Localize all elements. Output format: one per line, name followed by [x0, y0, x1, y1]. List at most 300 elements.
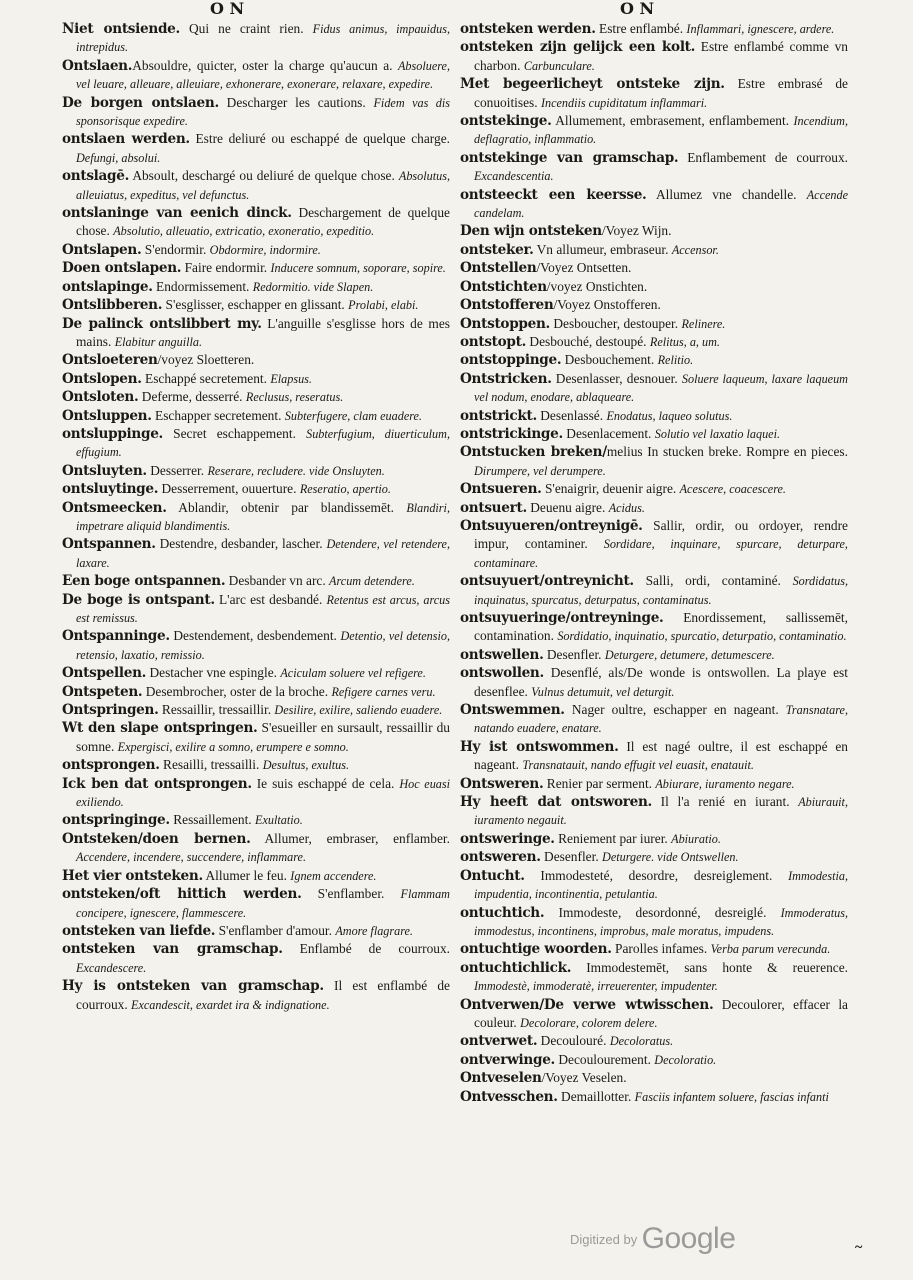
dictionary-entry — [62, 627, 450, 664]
entry-headword: Ick ben dat ontsprongen. — [62, 775, 252, 792]
entry-latin: Elabitur anguilla. — [114, 334, 203, 349]
entry-headword: ontverwet. — [460, 1033, 538, 1050]
dictionary-entry — [62, 462, 450, 480]
dictionary-entry — [460, 222, 848, 240]
entry-french: Eschapper secretement. — [151, 407, 285, 423]
dictionary-entry — [460, 664, 848, 701]
entry-french: Desbander vn arc. — [225, 573, 330, 589]
entry-headword: Hy heeft dat ontsworen. — [460, 794, 652, 811]
entry-french: /voyez Sloetteren. — [157, 352, 255, 368]
dictionary-entry — [62, 241, 450, 259]
entry-french: Il est nagé oultre, il est eschappé en nageant. — [474, 738, 848, 773]
entry-french: Desenflé, als/De wonde is ontswollen. La playe est desenflee. — [474, 665, 848, 699]
entry-latin: Absoluere, vel leuare, alleuare, alleuiare, exhonerare, exonerare, relaxare, expedire. — [76, 58, 450, 92]
dictionary-entry — [460, 904, 848, 941]
entry-french: Desenlacement. — [562, 425, 655, 441]
entry-headword: Hy ist ontswommen. — [460, 738, 619, 755]
entry-latin: Fidus animus, impauidus, intrepidus. — [76, 22, 450, 55]
digitized-watermark — [570, 1222, 735, 1256]
entry-latin: Elapsus. — [270, 371, 312, 386]
entry-french: Enflambement de courroux. — [678, 149, 849, 165]
entry-french: S'endormir. — [141, 241, 210, 257]
entry-headword: ontspringinge. — [62, 812, 170, 829]
dictionary-entry — [62, 480, 450, 498]
entry-french: Resailli, tressailli. — [159, 757, 263, 773]
dictionary-entry — [62, 830, 450, 867]
entry-headword: ontuchtige woorden. — [460, 941, 612, 958]
entry-latin: Sordidare, inquinare, spurcare, deturpare, contaminare. — [474, 537, 848, 570]
entry-french: Allumer, embraser, enflamber. — [250, 830, 450, 846]
entry-headword: Ontsuyueren/ontreynigē. — [460, 517, 643, 534]
entry-french: Renier par serment. — [543, 775, 656, 791]
entry-french: Destacher vne espingle. — [146, 665, 281, 681]
entry-french: Allumez vne chandelle. — [646, 186, 807, 202]
entry-headword: ontslaninge van eenich dinck. — [62, 205, 292, 222]
entry-headword: Ontspringen. — [62, 702, 159, 719]
entry-french: /Voyez Onstofferen. — [553, 297, 661, 313]
watermark-small: Digitized by — [570, 1232, 638, 1247]
entry-headword: ontswollen. — [460, 665, 544, 682]
dictionary-entry — [460, 572, 848, 609]
entry-french: Ressaillir, tressaillir. — [158, 702, 275, 718]
dictionary-entry — [460, 499, 848, 517]
entry-french: Il l'a renié en iurant. — [651, 794, 799, 810]
entry-headword: ontstopt. — [460, 333, 527, 350]
dictionary-entry — [460, 333, 848, 351]
dictionary-entry — [62, 94, 450, 131]
entry-headword: Ontsteken/doen bernen. — [62, 830, 251, 847]
dictionary-entry — [460, 517, 848, 572]
catchword: ~ — [855, 1240, 863, 1255]
entry-french: Sallir, ordir, ou ordoyer, rendre impur, contaminer. — [474, 517, 848, 552]
dictionary-entry — [460, 351, 848, 369]
entry-headword: ontsteken van liefde. — [62, 922, 216, 939]
entry-headword: Ontsweren. — [460, 775, 544, 792]
dictionary-entry — [460, 830, 848, 848]
entry-french: S'esglisser, eschapper en glissant. — [162, 297, 349, 313]
entry-headword: ontstoppinge. — [460, 352, 562, 369]
entry-french: Desserrement, ouuerture. — [158, 481, 300, 497]
dictionary-entry — [62, 756, 450, 774]
entry-latin: Absolutus, alleuiatus, expeditus, vel defunctus. — [76, 169, 450, 202]
entry-french: Desserrer. — [146, 462, 208, 478]
dictionary-entry — [460, 867, 848, 904]
running-header — [0, 0, 913, 18]
entry-latin: Abiurauit, iuramento negauit. — [474, 795, 848, 828]
entry-latin: Sordidatio, inquinatio, spurcatio, deturpatio, contaminatio. — [557, 629, 847, 644]
dictionary-entry — [62, 535, 450, 572]
dictionary-entry — [62, 370, 450, 388]
dictionary-entry — [460, 480, 848, 498]
dictionary-entry — [62, 204, 450, 241]
entry-latin: Decoloratus. — [609, 1034, 674, 1049]
entry-headword: ontstrickt. — [460, 407, 537, 424]
dictionary-entry — [460, 609, 848, 646]
entry-french: Ressaillement. — [169, 812, 256, 828]
entry-french: Faire endormir. — [181, 260, 271, 276]
entry-latin: Detendere, vel retendere, laxare. — [76, 537, 450, 570]
entry-headword: ontsluppinge. — [62, 425, 163, 442]
entry-french: /voyez Onstichten. — [546, 278, 648, 294]
entry-latin: Verba parum verecunda. — [710, 942, 831, 957]
watermark-google: Google — [641, 1222, 736, 1255]
dictionary-entry — [62, 572, 450, 590]
entry-french: Decoulourement. — [554, 1051, 655, 1067]
dictionary-entry — [62, 683, 450, 701]
entry-latin: Acidus. — [608, 500, 645, 515]
entry-latin: Subterfugere, clam euadere. — [284, 408, 422, 423]
entry-french: Il est enflambé de courroux. — [76, 978, 450, 1012]
entry-french: Estre embrasé de conuoitises. — [474, 76, 848, 110]
entry-french: melius In stucken breke. Rompre en pieces. — [606, 444, 848, 460]
entry-latin: Soluere laqueum, laxare laqueum vel nodum, enodare, ablaqueare. — [474, 371, 848, 405]
entry-headword: ontverwinge. — [460, 1051, 555, 1068]
entry-french: S'enflamber d'amour. — [215, 922, 336, 938]
entry-headword: Het vier ontsteken. — [62, 867, 203, 884]
dictionary-entry — [460, 425, 848, 443]
entry-latin: Enodatus, laqueo solutus. — [606, 408, 733, 423]
entry-french: Enordissement, sallissemēt, contamination. — [474, 610, 848, 644]
entry-latin: Incendium, deflagratio, inflammatio. — [474, 114, 848, 147]
entry-headword: Ontstofferen — [460, 297, 554, 314]
entry-latin: Desultus, exultus. — [262, 758, 350, 773]
dictionary-entry — [460, 186, 848, 223]
entry-french: S'enaigrir, deuenir aigre. — [541, 481, 680, 497]
entry-latin: Ignem accendere. — [290, 868, 377, 883]
dictionary-entry — [460, 407, 848, 425]
dictionary-entry — [62, 351, 450, 369]
entry-french: Ie suis eschappé de cela. — [251, 775, 400, 791]
entry-headword: Ontsloeteren — [62, 352, 158, 369]
entry-latin: Transnatauit, nando effugit vel euasit, enatauit. — [522, 758, 754, 773]
entry-headword: ontswellen. — [460, 646, 544, 663]
entry-headword: Ontsmeecken. — [62, 499, 167, 516]
entry-french: /Voyez Veselen. — [541, 1070, 627, 1086]
entry-french: Eschappé secretement. — [141, 370, 271, 386]
entry-headword: Ontslaen. — [62, 57, 133, 74]
entry-headword: Ontvesschen. — [460, 1088, 558, 1105]
entry-french: Reniement par iurer. — [554, 830, 672, 846]
entry-headword: Ontspellen. — [62, 665, 147, 682]
entry-latin: Absolutio, alleuatio, extricatio, exoneratio, expeditio. — [113, 224, 375, 239]
dictionary-entry — [62, 315, 450, 352]
entry-headword: Ontstricken. — [460, 370, 552, 387]
entry-headword: Ontspannen. — [62, 536, 156, 553]
entry-latin: Incendiis cupiditatum inflammari. — [540, 95, 708, 110]
dictionary-entry — [460, 701, 848, 738]
entry-headword: Den wijn ontsteken — [460, 223, 602, 240]
entry-headword: Niet ontsiende. — [62, 21, 180, 37]
entry-latin: Abiurare, iuramento negare. — [655, 776, 795, 791]
entry-latin: Deturgere. vide Ontswellen. — [602, 850, 739, 865]
dictionary-entry — [62, 811, 450, 829]
entry-latin: Abiuratio. — [671, 831, 721, 846]
entry-headword: Ontstucken breken/ — [460, 444, 607, 461]
entry-latin: Fidem vas dis sponsorisque expedire. — [76, 95, 450, 129]
entry-headword: Wt den slape ontspringen. — [62, 720, 258, 737]
entry-french: Desbouché, destoupé. — [526, 333, 650, 349]
dictionary-entry — [62, 388, 450, 406]
entry-headword: Hy is ontsteken van gramschap. — [62, 978, 324, 995]
entry-latin: Relinere. — [681, 316, 726, 331]
dictionary-entry — [62, 775, 450, 812]
entry-french: Immodesteté, desordre, desreiglement. — [524, 867, 789, 883]
entry-latin: Desilire, exilire, saliendo euadere. — [274, 703, 443, 718]
entry-french: Desboucher, destouper. — [549, 315, 682, 331]
entry-latin: Dirumpere, vel derumpere. — [474, 463, 606, 478]
dictionary-entry — [460, 370, 848, 407]
dictionary-entry — [62, 296, 450, 314]
entry-french: /Voyez Wijn. — [601, 223, 672, 239]
entry-french: Qui ne craint rien. — [179, 21, 313, 36]
entry-headword: ontsteken van gramschap. — [62, 941, 283, 958]
dictionary-entry — [460, 315, 848, 333]
entry-latin: Reclusus, reseratus. — [245, 390, 344, 405]
entry-latin: Vulnus detumuit, vel deturgit. — [531, 684, 675, 699]
dictionary-entry — [62, 591, 450, 628]
entry-french: Desbouchement. — [561, 352, 658, 368]
entry-french: Allumer le feu. — [202, 867, 291, 883]
entry-headword: ontsteker. — [460, 241, 534, 258]
entry-latin: Solutio vel laxatio laquei. — [654, 426, 781, 441]
entry-latin: Excandescere. — [76, 960, 147, 975]
entry-french: Desenfler. — [540, 849, 603, 865]
entry-headword: Ontslapen. — [62, 241, 142, 258]
entry-latin: Acescere, coacescere. — [679, 482, 786, 497]
entry-latin: Redormitio. vide Slapen. — [252, 279, 374, 294]
entry-headword: ontsteeckt een keersse. — [460, 186, 647, 203]
dictionary-entry — [62, 664, 450, 682]
dictionary-entry — [460, 278, 848, 296]
entry-latin: Inducere somnum, soporare, sopire. — [270, 261, 446, 276]
entry-french: Absoult, deschargé ou deliuré de quelque chose. — [129, 168, 399, 184]
dictionary-entry — [62, 167, 450, 204]
entry-latin: Excandescit, exardet ira & indignatione. — [131, 997, 330, 1012]
entry-headword: ontsweringe. — [460, 830, 555, 847]
dictionary-entry — [460, 1032, 848, 1050]
entry-french: Absouldre, quicter, oster la charge qu'aucun a. — [132, 57, 398, 73]
entry-french: Desenfler. — [543, 646, 605, 662]
entry-headword: ontuchtichlick. — [460, 959, 572, 976]
entry-latin: Subterfugium, diuerticulum, effugium. — [76, 426, 450, 460]
entry-headword: ontsteken werden. — [460, 21, 596, 37]
entry-french: Vn allumeur, embraseur. — [533, 241, 672, 257]
entry-headword: ontstrickinge. — [460, 425, 563, 442]
entry-french: Estre enflambé. — [595, 21, 687, 36]
dictionary-entry — [62, 407, 450, 425]
dictionary-entry — [460, 996, 848, 1033]
entry-french: Desenlasser, desnouer. — [551, 370, 682, 386]
dictionary-entry — [62, 719, 450, 756]
entry-headword: Ontsluppen. — [62, 407, 152, 424]
entry-headword: Ontspanninge. — [62, 628, 170, 645]
dictionary-entry — [460, 296, 848, 314]
entry-french: Decoulorer, effacer la couleur. — [474, 996, 848, 1030]
entry-french: Parolles infames. — [611, 941, 711, 957]
entry-headword: ontstekinge. — [460, 113, 552, 130]
entry-french: Desenlassé. — [536, 407, 607, 423]
entry-latin: Relitio. — [657, 353, 694, 368]
entry-latin: Amore flagrare. — [335, 923, 413, 938]
dictionary-entry — [460, 112, 848, 149]
dictionary-entry — [62, 57, 450, 94]
entry-latin: Hoc euasi exiliendo. — [76, 776, 451, 810]
entry-headword: ontsprongen. — [62, 757, 160, 774]
entry-french: Destendre, desbander, lascher. — [155, 536, 327, 552]
entry-headword: Ontverwen/De verwe wtwisschen. — [460, 996, 714, 1013]
dictionary-entry — [460, 646, 848, 664]
entry-latin: Aciculam soluere vel refigere. — [280, 666, 426, 681]
entry-latin: Carbunculare. — [523, 58, 595, 73]
dictionary-entry — [62, 940, 450, 977]
entry-french: Estre deliuré ou eschappé de quelque charge. — [189, 131, 450, 147]
entry-headword: ontstekinge van gramschap. — [460, 149, 679, 166]
entry-french: S'esueiller en sursault, ressaillir du somne. — [76, 720, 450, 754]
dictionary-entry — [460, 75, 848, 112]
right-column — [460, 20, 848, 1106]
entry-french: Immodestemēt, sans honte & reuerence. — [571, 959, 848, 975]
dictionary-entry — [460, 1051, 848, 1069]
dictionary-entry — [62, 701, 450, 719]
entry-headword: Ontslibberen. — [62, 297, 163, 314]
entry-headword: Ontsloten. — [62, 389, 139, 406]
dictionary-entry — [62, 425, 450, 462]
entry-latin: Detentio, vel detensio, retensio, laxatio, remissio. — [76, 629, 450, 662]
entry-headword: Ontstoppen. — [460, 315, 550, 332]
entry-headword: De borgen ontslaen. — [62, 94, 219, 111]
dictionary-entry — [62, 885, 450, 922]
entry-headword: ontslapinge. — [62, 278, 153, 295]
header-left: O N — [210, 0, 245, 18]
entry-french: Decoulouré. — [537, 1033, 610, 1049]
header-right: O N — [620, 0, 655, 18]
entry-latin: Expergisci, exilire a somno, erumpere e somno. — [117, 739, 349, 754]
entry-headword: Ontspeten. — [62, 683, 143, 700]
entry-french: Allumement, embrasement, enflambement. — [551, 113, 794, 129]
entry-latin: Immodestia, impudentia, incontinentia, petulantia. — [474, 868, 848, 902]
entry-headword: Doen ontslapen. — [62, 260, 182, 277]
entry-headword: ontsteken zijn gelijck een kolt. — [460, 39, 696, 56]
entry-latin: Accende candelam. — [474, 187, 849, 221]
entry-latin: Fasciis infantem soluere, fascias infanti — [634, 1089, 829, 1104]
dictionary-entry — [62, 130, 450, 167]
left-column — [62, 20, 450, 1014]
entry-latin: Arcum detendere. — [329, 574, 415, 589]
dictionary-entry — [62, 922, 450, 940]
entry-latin: Transnatare, natando euadere, enatare. — [474, 703, 848, 736]
entry-headword: Ontswemmen. — [460, 702, 565, 719]
entry-latin: Prolabi, elabi. — [348, 298, 419, 313]
entry-latin: Inflammari, ignescere, ardere. — [686, 22, 835, 36]
entry-headword: ontslaen werden. — [62, 131, 190, 148]
entry-french: Secret eschappement. — [162, 425, 307, 441]
entry-latin: Deturgere, detumere, detumescere. — [604, 647, 775, 662]
entry-latin: Accensor. — [671, 242, 719, 257]
entry-french: Enflambé de courroux. — [282, 941, 451, 957]
entry-headword: Ontveselen — [460, 1070, 542, 1087]
entry-french: /Voyez Ontsetten. — [536, 260, 632, 276]
entry-latin: Reserare, recludere. vide Onsluyten. — [207, 463, 385, 478]
entry-headword: Ontucht. — [460, 867, 525, 884]
dictionary-entry — [62, 20, 450, 57]
entry-headword: Ontstellen — [460, 260, 537, 277]
entry-latin: Exultatio. — [255, 813, 303, 828]
entry-french: Ablandir, obtenir par blandissemēt. — [166, 499, 407, 515]
entry-french: Immodeste, desordonné, desreiglé. — [544, 904, 781, 920]
entry-headword: De palinck ontslibbert my. — [62, 315, 262, 332]
dictionary-entry — [460, 738, 848, 775]
entry-french: Demaillotter. — [557, 1088, 635, 1104]
dictionary-entry — [62, 499, 450, 536]
entry-french: Deferme, desserré. — [138, 389, 246, 405]
entry-latin: Excandescentia. — [474, 169, 554, 184]
dictionary-entry — [460, 259, 848, 277]
entry-headword: ontuchtich. — [460, 904, 545, 921]
entry-french: L'anguille s'esglisse hors de mes mains. — [76, 315, 451, 349]
entry-french: Salli, ordi, contaminé. — [633, 573, 793, 589]
dictionary-entry — [460, 241, 848, 259]
entry-latin: Blandiri, impetrare aliquid blandimentis. — [76, 500, 450, 533]
dictionary-entry — [460, 793, 848, 830]
dictionary-entry — [62, 977, 450, 1014]
entry-headword: ontsuert. — [460, 499, 527, 516]
entry-french: L'arc est desbandé. — [214, 591, 327, 607]
entry-french: Estre enflambé comme vn charbon. — [474, 39, 848, 73]
entry-headword: ontslagē. — [62, 168, 130, 185]
entry-headword: ontsweren. — [460, 849, 541, 866]
entry-french: Destendement, desbendement. — [169, 628, 341, 644]
dictionary-entry — [460, 38, 848, 75]
entry-latin: Decolorare, colorem delere. — [520, 1015, 658, 1030]
dictionary-entry — [460, 1069, 848, 1087]
entry-latin: Immoderatus, immodestus, incontinens, improbus, male moratus, impudens. — [474, 905, 848, 938]
entry-headword: De boge is ontspant. — [62, 591, 215, 608]
entry-headword: ontsuyuert/ontreynicht. — [460, 573, 634, 590]
entry-headword: ontsuyueringe/ontreyninge. — [460, 610, 664, 626]
entry-headword: Ontsueren. — [460, 481, 542, 498]
entry-latin: Reseratio, apertio. — [299, 482, 391, 497]
dictionary-entry — [460, 940, 848, 958]
entry-latin: Retentus est arcus, arcus est remissus. — [76, 592, 451, 625]
entry-french: S'enflamber. — [301, 886, 401, 902]
entry-headword: Ontsluyten. — [62, 462, 147, 479]
entry-headword: Ontstichten — [460, 278, 547, 295]
entry-latin: Obdormire, indormire. — [209, 242, 321, 257]
dictionary-entry — [460, 848, 848, 866]
dictionary-entry — [460, 1088, 848, 1106]
entry-french: Endormissement. — [152, 278, 253, 294]
entry-french: Nager oultre, eschapper en nageant. — [564, 702, 786, 718]
entry-latin: Relitus, a, um. — [649, 334, 720, 349]
entry-headword: ontsteken/oft hittich werden. — [62, 886, 302, 903]
dictionary-entry — [62, 278, 450, 296]
entry-french: Deschargement de quelque chose. — [76, 205, 450, 239]
dictionary-entry — [460, 149, 848, 186]
entry-latin: Defungi, absolui. — [76, 150, 161, 165]
dictionary-entry — [460, 959, 848, 996]
dictionary-entry — [460, 443, 848, 480]
dictionary-entry — [460, 20, 848, 38]
entry-french: Deuenu aigre. — [526, 499, 609, 515]
entry-latin: Refigere carnes veru. — [331, 684, 436, 699]
entry-french: Descharger les cautions. — [218, 94, 374, 110]
entry-latin: Accendere, incendere, succendere, inflammare. — [76, 850, 306, 865]
entry-headword: Een boge ontspannen. — [62, 573, 226, 590]
entry-headword: Met begeerlicheyt ontsteke zijn. — [460, 76, 725, 93]
dictionary-entry — [62, 867, 450, 885]
entry-french: Desembrocher, oster de la broche. — [142, 683, 332, 699]
entry-latin: Sordidatus, inquinatus, spurcatus, deturpatus, contaminatus. — [474, 574, 848, 607]
